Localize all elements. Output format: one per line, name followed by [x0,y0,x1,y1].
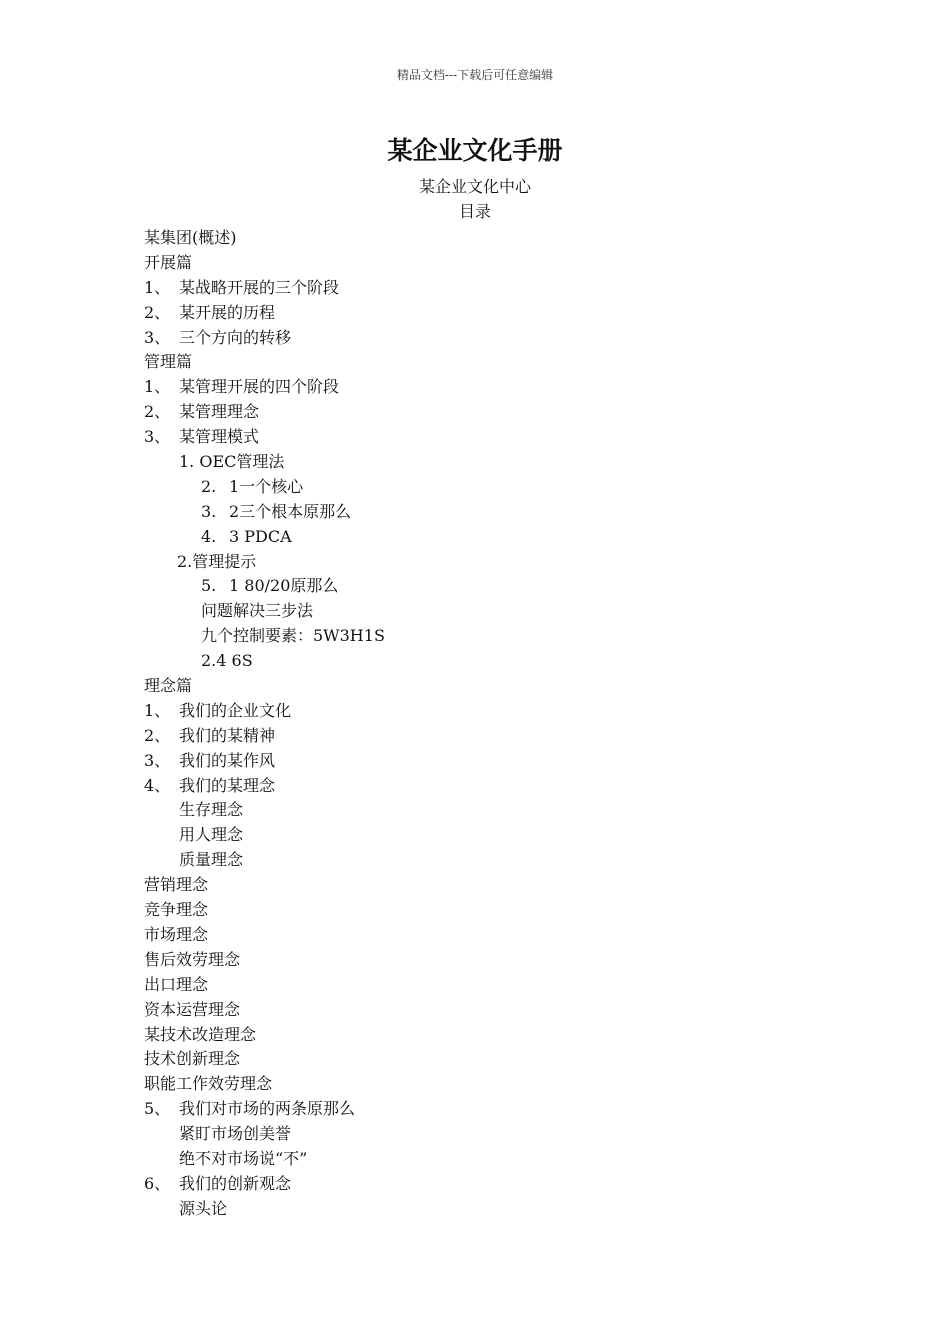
toc-entry-number: 3、 [144,427,171,447]
toc-entry [144,251,844,276]
toc-entry-text: 源头论 [179,1198,228,1218]
toc-entry [144,923,844,948]
toc-entry-text: 质量理念 [179,850,244,870]
toc-entry-text: 某技术改造理念 [144,1024,257,1044]
toc-entry-text: 技术创新理念 [144,1049,241,1069]
toc-entry-number: 5、 [144,1099,171,1119]
toc-entry [144,699,844,724]
toc-entry [144,301,844,326]
toc-entry [144,948,844,973]
toc-entry-text: 资本运营理念 [144,999,241,1019]
toc-entry [144,350,844,375]
toc-entry [144,276,844,301]
toc-entry [144,798,844,823]
toc-entry [144,475,844,500]
toc-entry [144,400,844,425]
document-title: 某企业文化手册 [387,136,563,165]
toc-entry-text: 某管理开展的四个阶段 [179,377,340,397]
toc-entry-text: 我们对市场的两条原那么 [179,1099,356,1119]
toc-entry [144,624,844,649]
toc-entry [144,599,844,624]
toc-entry-text: 我们的创新观念 [179,1173,292,1193]
table-of-contents [144,226,844,1222]
toc-entry-text: 售后效劳理念 [144,949,241,969]
toc-entry-number: 1、 [144,700,171,720]
document-subtitle: 某企业文化中心 [418,177,531,196]
toc-entry-text: 职能工作效劳理念 [144,1074,273,1094]
toc-entry-number: 2、 [144,302,171,322]
toc-entry-number: 3. [201,501,217,521]
toc-entry [144,1172,844,1197]
toc-entry-text: 竞争理念 [144,900,209,920]
toc-entry-text: 我们的企业文化 [179,700,292,720]
toc-entry [144,724,844,749]
toc-entry-text: 紧盯市场创美誉 [179,1124,292,1144]
toc-entry-number: 2. [201,476,217,496]
toc-entry [144,674,844,699]
toc-entry-text: 用人理念 [179,825,244,845]
toc-entry-text: 市场理念 [144,924,209,944]
toc-entry-text: 生存理念 [179,800,244,820]
toc-heading: 目录 [458,202,491,221]
toc-entry-text: 某战略开展的三个阶段 [179,277,340,297]
toc-entry-number: 1、 [144,277,171,297]
toc-entry [144,823,844,848]
toc-entry-text: 三个方向的转移 [179,327,292,347]
toc-entry-text: 我们的某精神 [179,725,276,745]
toc-entry-number: 3、 [144,327,171,347]
toc-entry-text: 3 PDCA [229,526,292,546]
toc-entry-text: 营销理念 [144,875,209,895]
toc-entry [144,898,844,923]
toc-entry [144,375,844,400]
toc-entry [144,500,844,525]
toc-entry [144,326,844,351]
toc-entry [144,1072,844,1097]
toc-entry [144,649,844,674]
toc-entry-number: 2、 [144,402,171,422]
toc-entry-text: 2.管理提示 [177,551,257,571]
toc-entry [144,525,844,550]
toc-entry [144,1147,844,1172]
toc-entry [144,574,844,599]
toc-entry-number: 4. [201,526,217,546]
toc-entry [144,749,844,774]
toc-entry-number: 6、 [144,1173,171,1193]
toc-entry-text: 某开展的历程 [179,302,276,322]
toc-entry-number: 1、 [144,377,171,397]
toc-entry [144,1097,844,1122]
toc-entry-number: 5. [201,576,217,596]
toc-entry-text: 某管理理念 [179,402,260,422]
toc-entry-text: 1 80/20原那么 [229,576,339,596]
toc-entry-number: 3、 [144,750,171,770]
toc-entry-text: 1. OEC管理法 [179,452,285,472]
toc-entry-text: 问题解决三步法 [201,601,314,621]
toc-entry-text: 1一个核心 [229,476,304,496]
toc-entry-text: 我们的某作风 [179,750,276,770]
toc-entry [144,973,844,998]
toc-entry [144,550,844,575]
toc-entry [144,774,844,799]
toc-entry-number: 4、 [144,775,171,795]
toc-entry [144,1047,844,1072]
header-note: 精品文档---下载后可任意编辑 [396,68,554,82]
toc-entry [144,998,844,1023]
toc-entry-text: 绝不对市场说“不” [179,1148,308,1168]
toc-entry-text: 2.4 6S [201,651,253,671]
toc-entry [144,1023,844,1048]
toc-entry [144,425,844,450]
toc-entry-text: 管理篇 [144,352,193,372]
toc-entry-text: 某管理模式 [179,427,260,447]
toc-entry [144,1122,844,1147]
toc-entry [144,450,844,475]
toc-entry [144,226,844,251]
toc-entry-text: 我们的某理念 [179,775,276,795]
toc-entry [144,873,844,898]
toc-entry-text: 2三个根本原那么 [229,501,352,521]
toc-entry-text: 开展篇 [144,252,193,272]
toc-entry [144,848,844,873]
toc-entry-text: 九个控制要素：5W3H1S [201,626,385,646]
toc-entry-text: 理念篇 [144,676,193,696]
toc-entry-number: 2、 [144,725,171,745]
toc-entry-text: 出口理念 [144,974,209,994]
toc-entry [144,1197,844,1222]
toc-entry-text: 某集团(概述) [144,228,237,247]
